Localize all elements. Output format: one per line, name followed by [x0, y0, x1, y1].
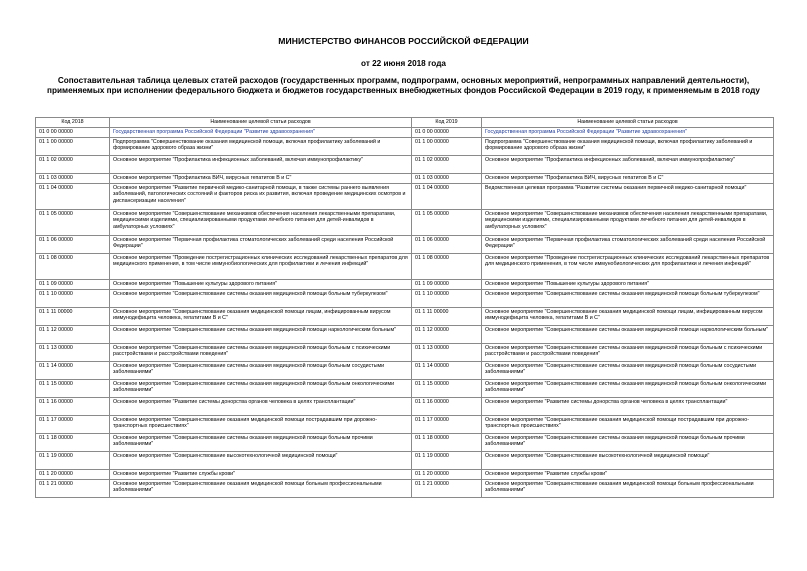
name-2018-cell: Основное мероприятие "Совершенствование системы оказания медицинской помощи больным прочими заболеваниями" — [110, 433, 412, 451]
table-row — [36, 209, 774, 235]
code-2018-cell: 01 1 21 00000 — [36, 479, 110, 497]
name-2018-cell: Основное мероприятие "Профилактика инфекционных заболеваний, включая иммунопрофилактику" — [110, 155, 412, 173]
name-2018-cell: Основное мероприятие "Совершенствование системы оказания медицинской помощи больным сосудистыми заболеваниями" — [110, 361, 412, 379]
name-2019-cell: Основное мероприятие "Профилактика инфекционных заболеваний, включая иммунопрофилактику" — [482, 155, 774, 173]
table-row — [36, 343, 774, 361]
table-row — [36, 451, 774, 469]
code-2018-cell: 01 1 15 00000 — [36, 379, 110, 397]
name-2018-cell: Основное мероприятие "Совершенствование системы оказания медицинской помощи наркологическим больным" — [110, 325, 412, 343]
name-2019-cell: Основное мероприятие "Совершенствование системы оказания медицинской помощи больным туберкулезом" — [482, 289, 774, 307]
code-2019-cell: 01 1 02 00000 — [412, 155, 482, 173]
table-body — [36, 127, 774, 497]
name-2018-cell: Основное мероприятие "Развитие первичной медико-санитарной помощи, в также системы раннего выявления заболеваний, патологических состояний и факторов риска их развития, включая проведение медицинских осмотров и диспансеризации населения" — [110, 183, 412, 209]
table-row — [36, 479, 774, 497]
name-2019-cell: Государственная программа Российской Федерации "Развитие здравоохранения" — [482, 127, 774, 137]
table-row — [36, 183, 774, 209]
code-2019-cell: 01 1 09 00000 — [412, 279, 482, 289]
table-row — [36, 307, 774, 325]
code-2019-cell: 01 1 10 00000 — [412, 289, 482, 307]
name-2018-cell: Государственная программа Российской Федерации "Развитие здравоохранения" — [110, 127, 412, 137]
code-2018-cell: 01 0 00 00000 — [36, 127, 110, 137]
code-2019-cell: 01 1 06 00000 — [412, 235, 482, 253]
code-2019-cell: 01 1 21 00000 — [412, 479, 482, 497]
name-2019-cell: Основное мероприятие "Развитие системы донорства органов человека в целях трансплантации" — [482, 397, 774, 415]
name-2018-cell: Основное мероприятие "Совершенствование оказания медицинской помощи лицам, инфицированным вирусом иммунодефицита человека, гепатитами В и С" — [110, 307, 412, 325]
name-2019-cell: Основное мероприятие "Совершенствование системы оказания медицинской помощи больным сосудистыми заболеваниями" — [482, 361, 774, 379]
code-2018-cell: 01 1 06 00000 — [36, 235, 110, 253]
name-2019-cell: Основное мероприятие "Совершенствование оказания медицинской помощи больным профессиональными заболеваниями" — [482, 479, 774, 497]
table-row — [36, 325, 774, 343]
code-2018-cell: 01 1 11 00000 — [36, 307, 110, 325]
name-2018-cell: Основное мероприятие "Совершенствование системы оказания медицинской помощи больным онкологическими заболеваниями" — [110, 379, 412, 397]
name-2018-cell: Основное мероприятие "Развитие системы донорства органов человека в целях трансплантации" — [110, 397, 412, 415]
table-row — [36, 397, 774, 415]
name-2019-cell: Основное мероприятие "Совершенствование оказания медицинской помощи пострадавшим при дорожно-транспортных происшествиях" — [482, 415, 774, 433]
code-2018-cell: 01 1 18 00000 — [36, 433, 110, 451]
table-row — [36, 235, 774, 253]
table-row — [36, 127, 774, 137]
code-2018-cell: 01 1 04 00000 — [36, 183, 110, 209]
name-2019-cell: Основное мероприятие "Первичная профилактика стоматологических заболеваний среди населения Российской Федерации" — [482, 235, 774, 253]
code-2018-cell: 01 1 19 00000 — [36, 451, 110, 469]
table-row — [36, 289, 774, 307]
table-header — [36, 118, 774, 128]
code-2019-cell: 01 1 05 00000 — [412, 209, 482, 235]
table-row — [36, 469, 774, 479]
code-2018-cell: 01 1 16 00000 — [36, 397, 110, 415]
name-2019-cell: Основное мероприятие "Повышение культуры здорового питания" — [482, 279, 774, 289]
code-2018-cell: 01 1 08 00000 — [36, 253, 110, 279]
code-2018-cell: 01 1 17 00000 — [36, 415, 110, 433]
name-2018-cell: Основное мероприятие "Совершенствование оказания медицинской помощи больным профессиональными заболеваниями" — [110, 479, 412, 497]
name-2018-cell: Основное мероприятие "Проведение пострегистрационных клинических исследований лекарственных препаратов для медицинского применения, в том числе иммунобиологических для профилактики и лечения инфекций" — [110, 253, 412, 279]
name-2018-cell: Основное мероприятие "Совершенствование оказания медицинской помощи пострадавшим при дорожно-транспортных происшествиях" — [110, 415, 412, 433]
code-2019-cell: 01 1 11 00000 — [412, 307, 482, 325]
name-2018-cell: Основное мероприятие "Профилактика ВИЧ, вирусных гепатитов В и С" — [110, 173, 412, 183]
name-2019-cell: Основное мероприятие "Совершенствование системы оказания медицинской помощи больным прочими заболеваниями" — [482, 433, 774, 451]
name-2018-cell: Основное мероприятие "Развитие службы крови" — [110, 469, 412, 479]
code-2019-cell: 01 1 08 00000 — [412, 253, 482, 279]
name-2019-cell: Основное мероприятие "Совершенствование оказания медицинской помощи лицам, инфицированным вирусом иммунодефицита человека, гепатитами В и С" — [482, 307, 774, 325]
header-name-2019: Наименование целевой статьи расходов — [482, 118, 774, 128]
header-row — [36, 118, 774, 128]
name-2019-cell: Основное мероприятие "Совершенствование системы оказания медицинской помощи больным с психическими расстройствами и расстройствами поведения" — [482, 343, 774, 361]
code-2018-cell: 01 1 20 00000 — [36, 469, 110, 479]
name-2018-cell: Основное мероприятие "Совершенствование системы оказания медицинской помощи больным с психическими расстройствами и расстройствами поведения" — [110, 343, 412, 361]
code-2018-cell: 01 1 10 00000 — [36, 289, 110, 307]
name-2019-cell: Основное мероприятие "Совершенствование высокотехнологичной медицинской помощи" — [482, 451, 774, 469]
name-2018-cell: Основное мероприятие "Совершенствование механизмов обеспечения населения лекарственными препаратами, медицинскими изделиями, специализированными продуктами лечебного питания для детей-инвалидов в амбулаторных условиях" — [110, 209, 412, 235]
code-2019-cell: 01 1 04 00000 — [412, 183, 482, 209]
header-name-2018: Наименование целевой статьи расходов — [110, 118, 412, 128]
name-2019-cell: Основное мероприятие "Совершенствование системы оказания медицинской помощи наркологическим больным" — [482, 325, 774, 343]
table-row — [36, 155, 774, 173]
code-2019-cell: 01 1 00 00000 — [412, 137, 482, 155]
code-2018-cell: 01 1 09 00000 — [36, 279, 110, 289]
table-row — [36, 433, 774, 451]
table-row — [36, 415, 774, 433]
name-2019-cell: Подпрограмма "Совершенствование оказания медицинской помощи, включая профилактику заболеваний и формирование здорового образа жизни" — [482, 137, 774, 155]
code-2019-cell: 01 1 16 00000 — [412, 397, 482, 415]
code-2019-cell: 01 1 03 00000 — [412, 173, 482, 183]
code-2019-cell: 01 1 12 00000 — [412, 325, 482, 343]
header-code-2018: Код 2018 — [36, 118, 110, 128]
document-heading: Сопоставительная таблица целевых статей расходов (государственных программ, подпрограмм, основных мероприятий, непрограммных направлений деятельности), применяемых при исполнении федерального бюджета и бюджетов государственных внебюджетных фондов Российской Федерации в 2019 году, к применяемым в 2018 году — [47, 76, 760, 96]
name-2018-cell: Основное мероприятие "Повышение культуры здорового питания" — [110, 279, 412, 289]
name-2018-cell: Основное мероприятие "Совершенствование высокотехнологичной медицинской помощи" — [110, 451, 412, 469]
code-2019-cell: 01 1 17 00000 — [412, 415, 482, 433]
name-2018-cell: Основное мероприятие "Совершенствование системы оказания медицинской помощи больным туберкулезом" — [110, 289, 412, 307]
comparison-table — [35, 117, 774, 498]
code-2018-cell: 01 1 13 00000 — [36, 343, 110, 361]
name-2018-cell: Подпрограмма "Совершенствование оказания медицинской помощи, включая профилактику заболеваний и формирование здорового образа жизни" — [110, 137, 412, 155]
table-row — [36, 379, 774, 397]
code-2018-cell: 01 1 03 00000 — [36, 173, 110, 183]
code-2019-cell: 01 1 14 00000 — [412, 361, 482, 379]
name-2019-cell: Основное мероприятие "Совершенствование механизмов обеспечения населения лекарственными препаратами, медицинскими изделиями, специализированными продуктами лечебного питания для детей-инвалидов в амбулаторных условиях" — [482, 209, 774, 235]
name-2019-cell: Основное мероприятие "Совершенствование системы оказания медицинской помощи больным онкологическими заболеваниями" — [482, 379, 774, 397]
ministry-title: МИНИСТЕРСТВО ФИНАНСОВ РОССИЙСКОЙ ФЕДЕРАЦИИ — [278, 36, 529, 46]
code-2018-cell: 01 1 00 00000 — [36, 137, 110, 155]
code-2019-cell: 01 1 13 00000 — [412, 343, 482, 361]
name-2019-cell: Основное мероприятие "Проведение пострегистрационных клинических исследований лекарственных препаратов для медицинского применения, в том числе иммунобиологических для профилактики и лечения инфекций" — [482, 253, 774, 279]
code-2019-cell: 01 1 20 00000 — [412, 469, 482, 479]
table-row — [36, 137, 774, 155]
name-2019-cell: Основное мероприятие "Развитие службы крови" — [482, 469, 774, 479]
code-2018-cell: 01 1 12 00000 — [36, 325, 110, 343]
table-row — [36, 253, 774, 279]
code-2018-cell: 01 1 05 00000 — [36, 209, 110, 235]
code-2019-cell: 01 0 00 00000 — [412, 127, 482, 137]
table-row — [36, 361, 774, 379]
header-code-2019: Код 2019 — [412, 118, 482, 128]
code-2019-cell: 01 1 19 00000 — [412, 451, 482, 469]
table-row — [36, 173, 774, 183]
name-2019-cell: Основное мероприятие "Профилактика ВИЧ, вирусных гепатитов В и С" — [482, 173, 774, 183]
code-2018-cell: 01 1 14 00000 — [36, 361, 110, 379]
code-2018-cell: 01 1 02 00000 — [36, 155, 110, 173]
table-row — [36, 279, 774, 289]
name-2019-cell: Ведомственная целевая программа "Развитие системы оказания первичной медико-санитарной помощи" — [482, 183, 774, 209]
code-2019-cell: 01 1 18 00000 — [412, 433, 482, 451]
code-2019-cell: 01 1 15 00000 — [412, 379, 482, 397]
name-2018-cell: Основное мероприятие "Первичная профилактика стоматологических заболеваний среди населения Российской Федерации" — [110, 235, 412, 253]
document-date: от 22 июня 2018 года — [361, 59, 446, 68]
